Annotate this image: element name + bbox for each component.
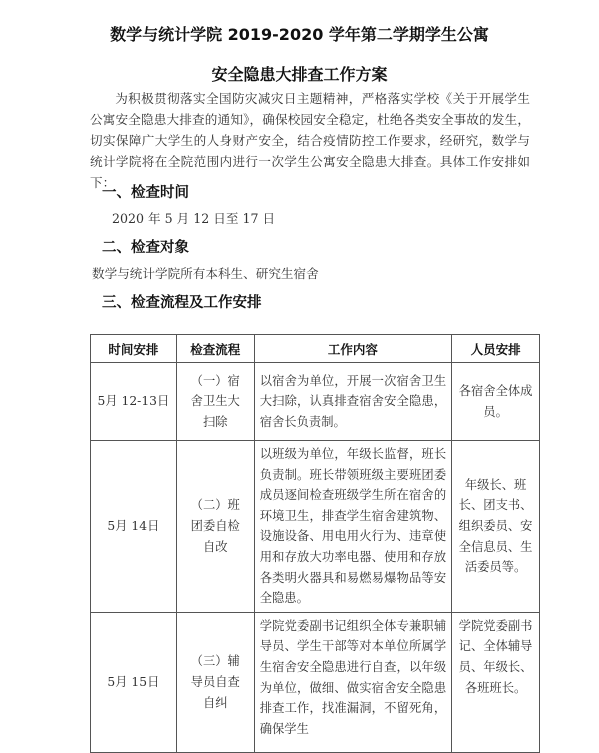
cell-step: （二）班团委自检自改 (176, 441, 254, 613)
intro-paragraph: 为积极贯彻落实全国防灾减灾日主题精神，严格落实学校《关于开展学生公寓安全隐患大排查的通知》，确保校园安全稳定，杜绝各类安全事故的发生，切实保障广大学生的人身财产安全，结合疫情防控工作要求，经研究，数学与统计学院将在全院范围内进行一次学生公寓安全隐患大排查。具体工作安排如下： (90, 91, 530, 190)
schedule-table (90, 334, 540, 753)
table-row (91, 441, 540, 613)
cell-staff: 各宿舍全体成员。 (452, 363, 540, 441)
section-heading-inspection-target: 二、检查对象 (102, 240, 189, 256)
inspection-target-text: 数学与统计学院所有本科生、研究生宿舍 (92, 266, 319, 281)
header-content: 工作内容 (254, 335, 451, 363)
header-time: 时间安排 (91, 335, 177, 363)
cell-content: 以班级为单位，年级长监督，班长负责制。班长带领班级主要班团委成员逐间检查班级学生所在宿舍的环境卫生，排查学生宿舍建筑物、设施设备、用电用火行为、违章使用和存放大功率电器、使用和存放各类明火器具和易燃易爆物品等安全隐患。 (254, 441, 451, 613)
table-row (91, 363, 540, 441)
cell-step: （三）辅导员自查自纠 (176, 612, 254, 752)
document-title-line2: 安全隐患大排查工作方案 (211, 65, 388, 84)
cell-content: 以宿舍为单位，开展一次宿舍卫生大扫除，认真排查宿舍安全隐患，宿舍长负责制。 (254, 363, 451, 441)
header-staff: 人员安排 (452, 335, 540, 363)
cell-staff: 年级长、班长、团支书、组织委员、安全信息员、生活委员等。 (452, 441, 540, 613)
cell-staff: 学院党委副书记、全体辅导员、年级长、各班班长。 (452, 612, 540, 752)
table-header-row (91, 335, 540, 363)
cell-time: 5月 15日 (91, 612, 177, 752)
table-row (91, 612, 540, 752)
cell-step: （一）宿舍卫生大扫除 (176, 363, 254, 441)
header-step: 检查流程 (176, 335, 254, 363)
inspection-time-text: 2020 年 5 月 12 日至 17 日 (112, 211, 276, 226)
cell-content: 学院党委副书记组织全体专兼职辅导员、学生干部等对本单位所属学生宿舍安全隐患进行自查，以年级为单位，做细、做实宿舍安全隐患排查工作，找准漏洞，不留死角，确保学生 (254, 612, 451, 752)
section-heading-inspection-time: 一、检查时间 (102, 185, 189, 201)
section-heading-process: 三、检查流程及工作安排 (102, 295, 262, 311)
cell-time: 5月 12-13日 (91, 363, 177, 441)
document-title-line1: 数学与统计学院 2019-2020 学年第二学期学生公寓 (110, 25, 489, 44)
cell-time: 5月 14日 (91, 441, 177, 613)
